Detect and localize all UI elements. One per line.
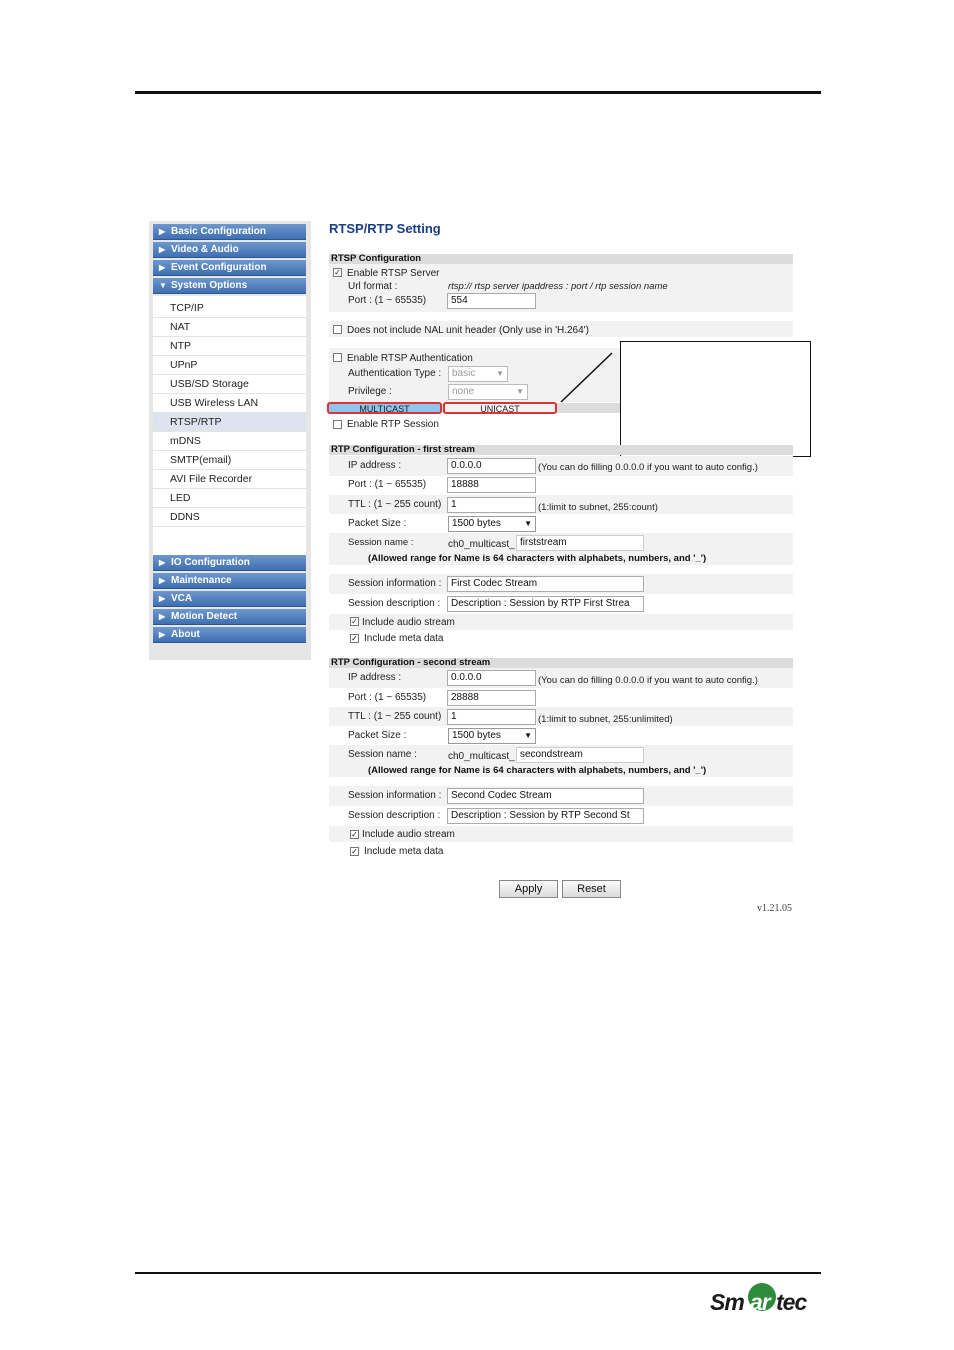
- smartec-logo: [709, 1280, 821, 1320]
- first-packet-label: Packet Size :: [348, 518, 407, 529]
- rtsp-port-label: Port : (1 ~ 65535): [348, 295, 427, 306]
- sidebar-item-smtp[interactable]: SMTP(email): [153, 451, 306, 470]
- menu-about[interactable]: ▶ About: [153, 627, 306, 643]
- first-ttl-label: TTL : (1 ~ 255 count): [348, 499, 442, 510]
- first-ttl-input[interactable]: 1: [447, 497, 536, 513]
- reset-button[interactable]: Reset: [562, 880, 621, 898]
- second-stream-header: RTP Configuration - second stream: [329, 658, 793, 668]
- second-session-name-label: Session name :: [348, 749, 417, 760]
- first-session-prefix: ch0_multicast_: [448, 539, 515, 550]
- second-desc-input[interactable]: Description : Session by RTP Second St: [447, 808, 644, 824]
- triangle-right-icon: ▶: [159, 576, 166, 585]
- menu-system-options[interactable]: ▼ System Options: [153, 278, 306, 294]
- menu-vca[interactable]: ▶ VCA: [153, 591, 306, 607]
- triangle-right-icon: ▶: [159, 558, 166, 567]
- enable-auth-checkbox[interactable]: [333, 353, 342, 362]
- sidebar-item-usb-sd-storage[interactable]: USB/SD Storage: [153, 375, 306, 394]
- system-options-submenu: [153, 296, 306, 556]
- privilege-label: Privilege :: [348, 386, 392, 397]
- menu-event-configuration[interactable]: ▶ Event Configuration: [153, 260, 306, 276]
- rtsp-port-input[interactable]: 554: [447, 293, 536, 309]
- svg-text:tec: tec: [776, 1289, 807, 1315]
- triangle-right-icon: ▶: [159, 227, 166, 236]
- enable-rtp-label: Enable RTP Session: [347, 419, 439, 430]
- first-packet-select[interactable]: 1500 bytes ▼: [448, 516, 536, 532]
- second-ip-note: (You can do filling 0.0.0.0 if you want to auto config.): [538, 675, 758, 686]
- second-ttl-note: (1:limit to subnet, 255:unlimited): [538, 714, 673, 725]
- nal-header-label: Does not include NAL unit header (Only use in 'H.264'): [347, 325, 589, 336]
- sidebar-item-ddns[interactable]: DDNS: [153, 508, 306, 527]
- first-ip-input[interactable]: 0.0.0.0: [447, 458, 536, 474]
- svg-text:Sm: Sm: [710, 1289, 744, 1315]
- page-title: RTSP/RTP Setting: [329, 221, 441, 236]
- second-meta-label: Include meta data: [364, 846, 444, 857]
- triangle-right-icon: ▶: [159, 594, 166, 603]
- second-ttl-input[interactable]: 1: [447, 709, 536, 725]
- sidebar-item-ntp[interactable]: NTP: [153, 337, 306, 356]
- rtsp-config-header: RTSP Configuration: [329, 254, 793, 264]
- second-session-prefix: ch0_multicast_: [448, 751, 515, 762]
- first-meta-checkbox[interactable]: ✓: [351, 634, 358, 643]
- enable-auth-label: Enable RTSP Authentication: [347, 353, 473, 364]
- auth-type-select[interactable]: basic ▼: [448, 366, 508, 382]
- url-format-label: Url format :: [348, 281, 398, 292]
- second-audio-checkbox[interactable]: ✓: [351, 830, 358, 839]
- enable-rtp-checkbox[interactable]: [333, 420, 342, 429]
- menu-motion-detect[interactable]: ▶ Motion Detect: [153, 609, 306, 625]
- triangle-right-icon: ▶: [159, 630, 166, 639]
- first-audio-checkbox[interactable]: ✓: [351, 617, 358, 626]
- sidebar-item-nat[interactable]: NAT: [153, 318, 306, 337]
- second-allowed-note: (Allowed range for Name is 64 characters with alphabets, numbers, and '_'): [368, 765, 707, 776]
- dropdown-arrow-icon: ▼: [524, 519, 532, 528]
- second-meta-checkbox[interactable]: ✓: [351, 847, 358, 856]
- sidebar-item-mdns[interactable]: mDNS: [153, 432, 306, 451]
- second-ip-input[interactable]: 0.0.0.0: [447, 670, 536, 686]
- second-audio-label: Include audio stream: [362, 829, 455, 840]
- triangle-right-icon: ▶: [159, 245, 166, 254]
- tab-unicast[interactable]: UNICAST: [443, 402, 557, 414]
- enable-rtsp-checkbox[interactable]: ✓: [334, 268, 341, 277]
- first-ttl-note: (1:limit to subnet, 255:count): [538, 502, 658, 513]
- menu-maintenance[interactable]: ▶ Maintenance: [153, 573, 306, 589]
- second-packet-label: Packet Size :: [348, 730, 407, 741]
- second-desc-label: Session description :: [348, 810, 441, 821]
- auth-type-label: Authentication Type :: [348, 368, 442, 379]
- menu-basic-configuration[interactable]: ▶ Basic Configuration: [153, 224, 306, 240]
- sidebar-item-usb-wireless-lan[interactable]: USB Wireless LAN: [153, 394, 306, 413]
- sidebar-item-avi-file-recorder[interactable]: AVI File Recorder: [153, 470, 306, 489]
- dropdown-arrow-icon: ▼: [524, 731, 532, 740]
- sidebar-item-rtsp-rtp[interactable]: RTSP/RTP: [153, 413, 306, 432]
- second-packet-select[interactable]: 1500 bytes ▼: [448, 728, 536, 744]
- second-ttl-label: TTL : (1 ~ 255 count): [348, 711, 442, 722]
- nal-header-checkbox[interactable]: [333, 325, 342, 334]
- first-port-input[interactable]: 18888: [447, 477, 536, 493]
- first-ip-label: IP address :: [348, 460, 402, 471]
- first-desc-label: Session description :: [348, 598, 441, 609]
- apply-button[interactable]: Apply: [499, 880, 558, 898]
- sidebar-nav: [149, 221, 311, 660]
- first-meta-label: Include meta data: [364, 633, 444, 644]
- sidebar-item-upnp[interactable]: UPnP: [153, 356, 306, 375]
- second-ip-label: IP address :: [348, 672, 402, 683]
- second-info-label: Session information :: [348, 790, 442, 801]
- first-port-label: Port : (1 ~ 65535): [348, 479, 427, 490]
- callout-pointer: [555, 350, 625, 405]
- sidebar-item-led[interactable]: LED: [153, 489, 306, 508]
- first-info-input[interactable]: First Codec Stream: [447, 576, 644, 592]
- menu-video-audio[interactable]: ▶ Video & Audio: [153, 242, 306, 258]
- second-port-label: Port : (1 ~ 65535): [348, 692, 427, 703]
- first-stream-header: RTP Configuration - first stream: [329, 445, 793, 455]
- first-session-name-label: Session name :: [348, 537, 414, 548]
- second-session-name-input[interactable]: secondstream: [516, 747, 644, 763]
- first-allowed-note: (Allowed range for Name is 64 characters with alphabets, numbers, and '_'): [368, 553, 707, 564]
- sidebar-item-tcpip[interactable]: TCP/IP: [153, 299, 306, 318]
- top-rule: [135, 91, 821, 94]
- first-audio-label: Include audio stream: [362, 617, 455, 628]
- first-desc-input[interactable]: Description : Session by RTP First Strea: [447, 596, 644, 612]
- triangle-right-icon: ▶: [159, 263, 166, 272]
- second-port-input[interactable]: 28888: [447, 690, 536, 706]
- version-label: v1.21.05: [757, 903, 792, 914]
- dropdown-arrow-icon: ▼: [516, 387, 524, 396]
- enable-rtsp-label: Enable RTSP Server: [347, 268, 440, 279]
- tab-multicast[interactable]: MULTICAST: [327, 402, 442, 414]
- bottom-rule: [135, 1272, 821, 1274]
- triangle-right-icon: ▶: [159, 612, 166, 621]
- triangle-down-icon: ▼: [159, 281, 167, 290]
- callout-box: [620, 341, 811, 457]
- second-info-input[interactable]: Second Codec Stream: [447, 788, 644, 804]
- menu-io-configuration[interactable]: ▶ IO Configuration: [153, 555, 306, 571]
- privilege-select[interactable]: none ▼: [448, 384, 528, 400]
- url-format-value: rtsp:// rtsp server ipaddress : port / rtp session name: [448, 281, 668, 292]
- dropdown-arrow-icon: ▼: [496, 369, 504, 378]
- first-info-label: Session information :: [348, 578, 442, 589]
- first-ip-note: (You can do filling 0.0.0.0 if you want to auto config.): [538, 462, 758, 473]
- svg-text:ar: ar: [750, 1289, 770, 1315]
- first-session-name-input[interactable]: firststream: [516, 535, 644, 551]
